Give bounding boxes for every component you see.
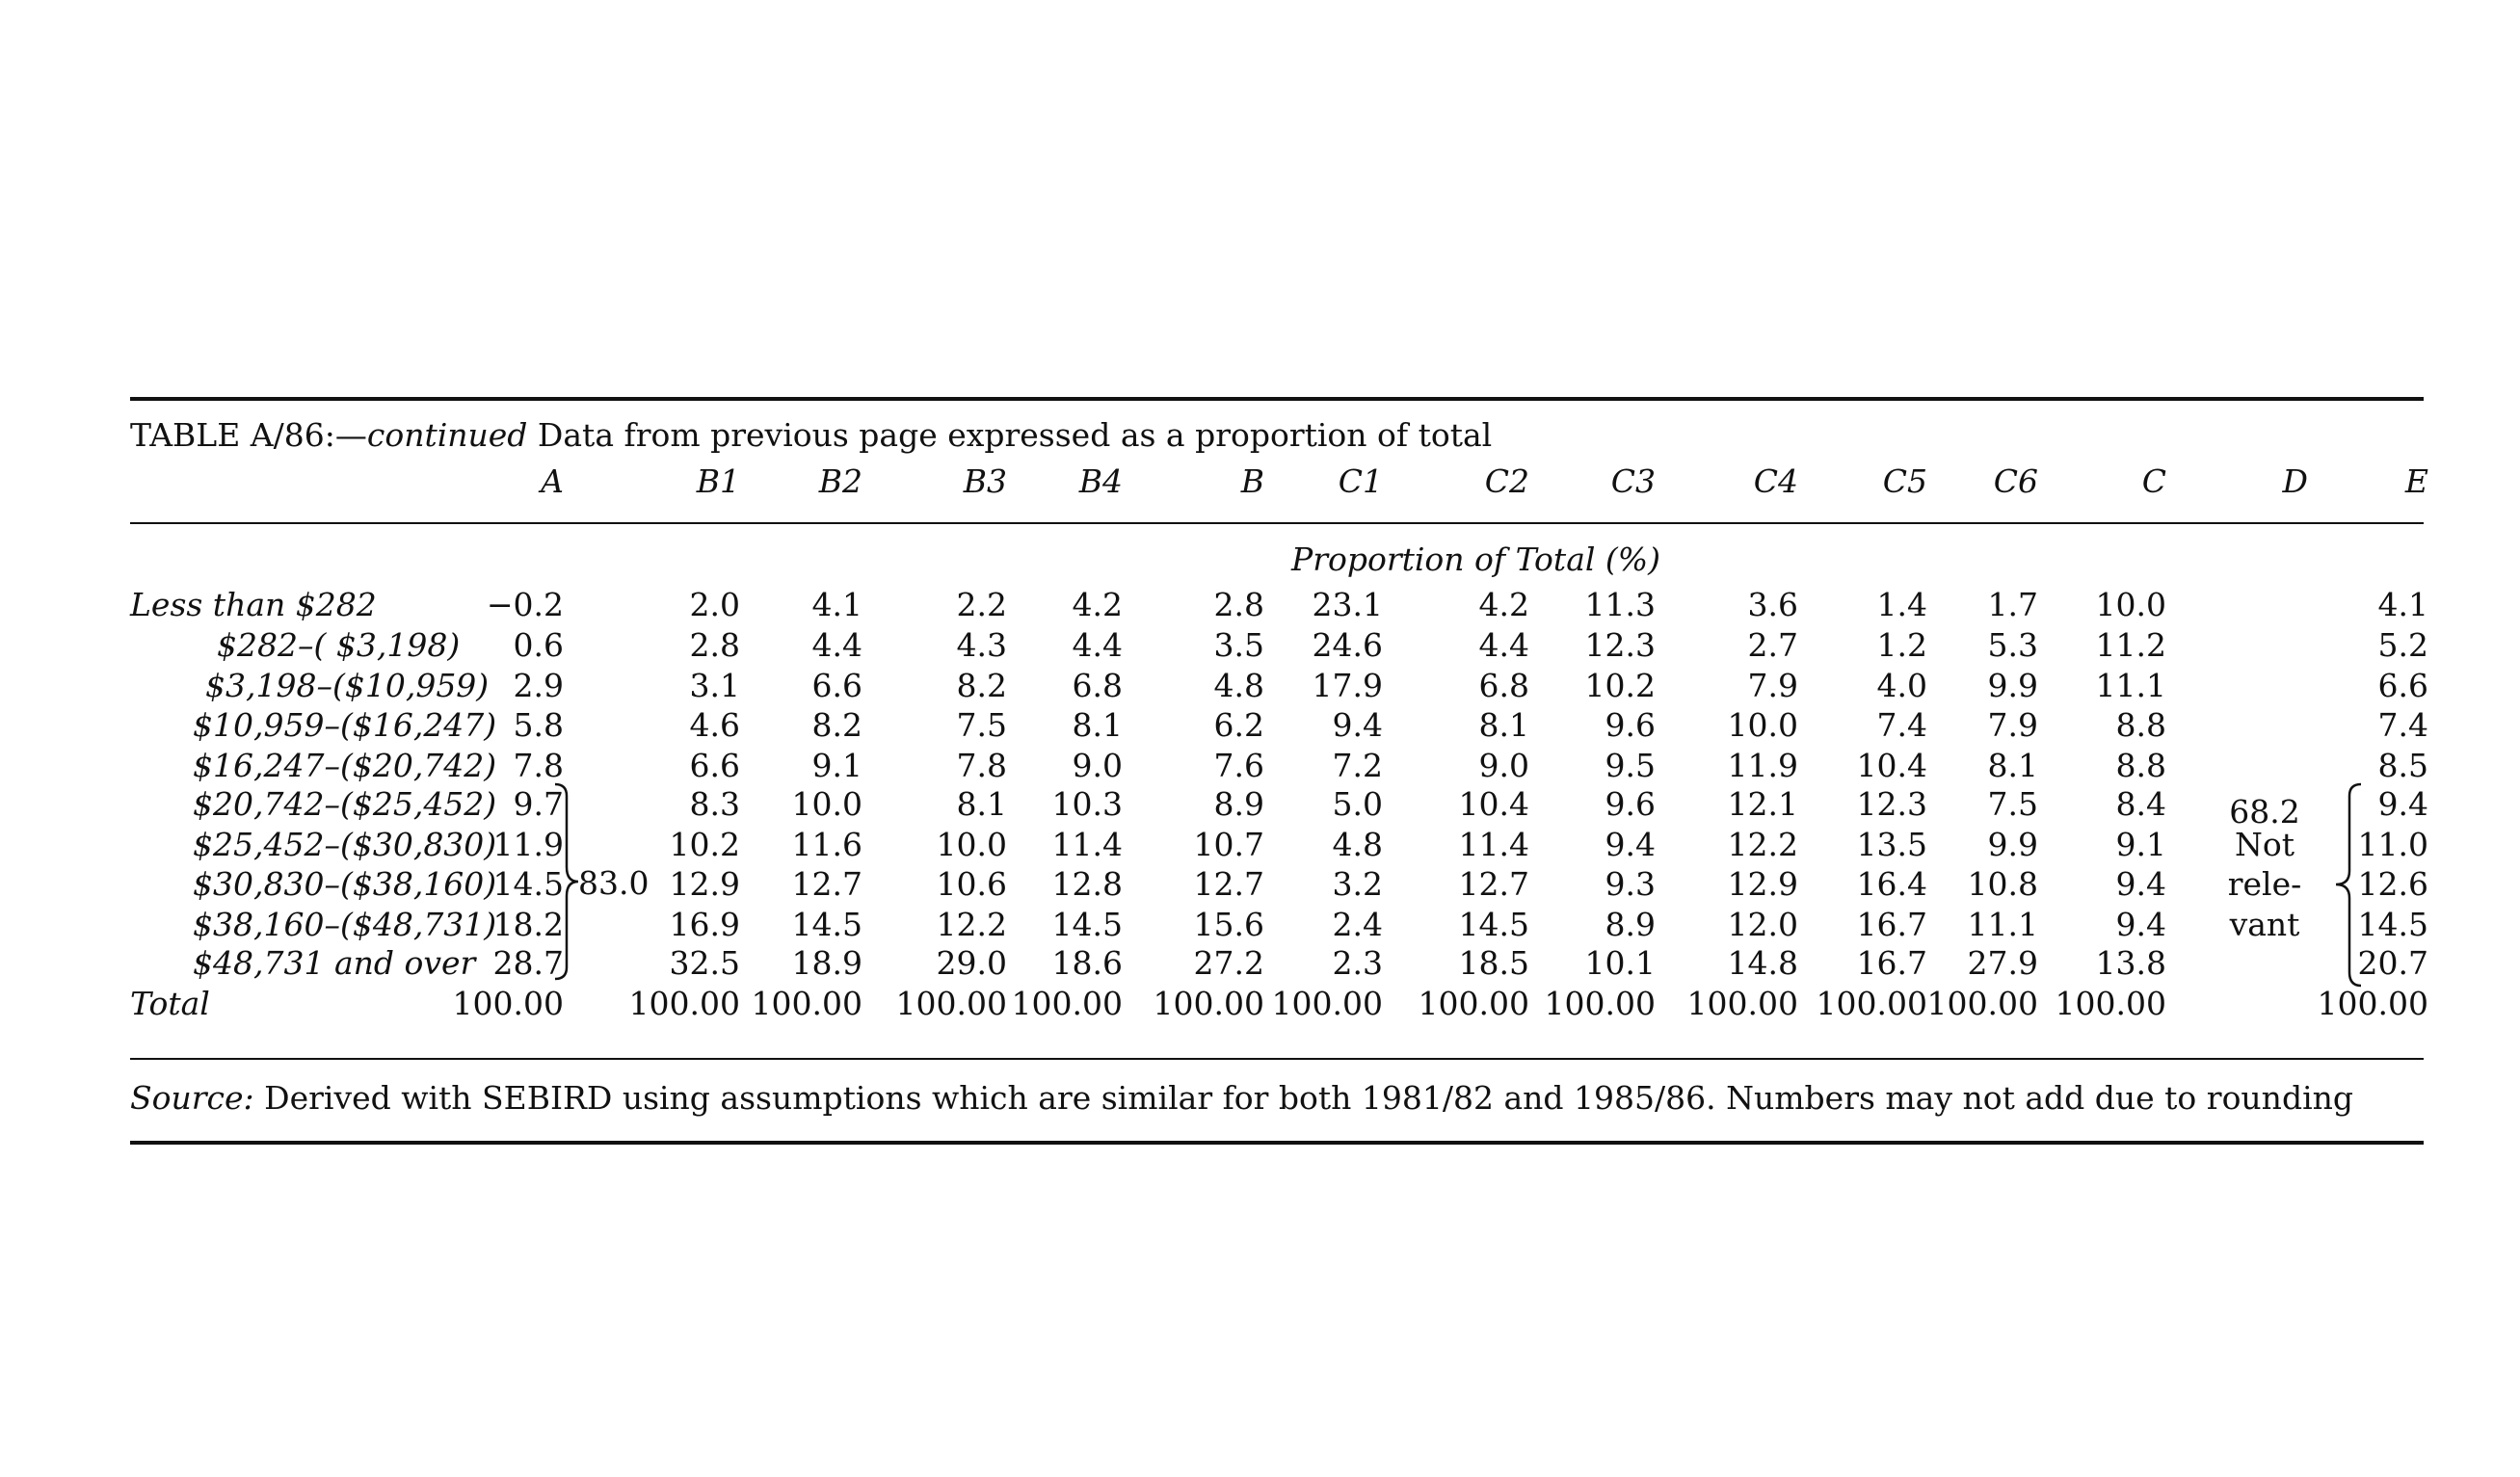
column-header: C3 — [1610, 462, 1656, 500]
table-cell: 7.4 — [1876, 706, 1927, 744]
table-cell: 7.9 — [1747, 667, 1798, 704]
table-cell: 100.00 — [628, 985, 740, 1022]
table-cell: 1.4 — [1876, 586, 1927, 623]
table-cell: 14.5 — [492, 865, 564, 903]
table-cell: 11.4 — [1458, 826, 1529, 863]
table-cell: 100.00 — [1544, 985, 1656, 1022]
table-cell: 16.9 — [669, 906, 740, 943]
table-cell: 12.8 — [1051, 865, 1123, 903]
table-cell: 9.6 — [1605, 785, 1656, 823]
column-header: C5 — [1882, 462, 1927, 500]
table-cell: 100.00 — [2317, 985, 2428, 1022]
table-cell: 7.5 — [956, 706, 1007, 744]
table-cell: 100.00 — [2055, 985, 2166, 1022]
table-cell: 6.6 — [811, 667, 862, 704]
d-note-line: Not — [2234, 826, 2295, 863]
table-cell: 18.5 — [1458, 944, 1529, 982]
table-cell: 100.00 — [1816, 985, 1927, 1022]
table-cell: 4.1 — [811, 586, 862, 623]
table-cell: 11.1 — [2095, 667, 2166, 704]
table-cell: 11.6 — [791, 826, 862, 863]
table-cell: 8.1 — [956, 785, 1007, 823]
table-cell: 4.0 — [1876, 667, 1927, 704]
table-cell: 13.8 — [2095, 944, 2166, 982]
footer-rule — [130, 1058, 2424, 1060]
table-cell: 4.8 — [1332, 826, 1383, 863]
table-cell: 4.4 — [811, 626, 862, 664]
table-cell: 14.5 — [2357, 906, 2428, 943]
d-note-line: rele- — [2227, 865, 2302, 903]
table-cell: 8.3 — [689, 785, 740, 823]
row-label: $3,198–($10,959) — [205, 667, 490, 704]
row-label: $30,830–($38,160) — [193, 865, 497, 903]
a-bracket-total: 83.0 — [578, 864, 650, 902]
table-cell: 8.1 — [1478, 706, 1529, 744]
table-cell: 100.00 — [1011, 985, 1123, 1022]
table-cell: 0.6 — [513, 626, 564, 664]
source-label: Source: — [130, 1079, 254, 1117]
table-cell: 100.00 — [1926, 985, 2038, 1022]
table-cell: 100.00 — [1418, 985, 1529, 1022]
table-cell: 12.9 — [669, 865, 740, 903]
header-rule — [130, 522, 2424, 524]
table-cell: 9.6 — [1605, 706, 1656, 744]
proportion-caption: Proportion of Total (%) — [1291, 541, 1661, 578]
table-cell: 100.00 — [1153, 985, 1264, 1022]
table-cell: 4.2 — [1478, 586, 1529, 623]
table-cell: 29.0 — [936, 944, 1007, 982]
table-cell: 8.1 — [1072, 706, 1123, 744]
table-cell: 10.3 — [1051, 785, 1123, 823]
table-cell: 9.3 — [1605, 865, 1656, 903]
table-cell: 100.00 — [895, 985, 1007, 1022]
table-cell: 2.2 — [956, 586, 1007, 623]
table-cell: 9.4 — [2115, 865, 2166, 903]
d-value: 68.2 — [2229, 793, 2300, 831]
table-cell: 4.2 — [1072, 586, 1123, 623]
table-cell: 1.7 — [1987, 586, 2038, 623]
table-cell: 8.8 — [2115, 747, 2166, 784]
e-bracket — [2334, 782, 2367, 989]
table-cell: 5.3 — [1987, 626, 2038, 664]
table-cell: 9.1 — [811, 747, 862, 784]
table-cell: 12.2 — [1727, 826, 1798, 863]
table-cell: 9.7 — [513, 785, 564, 823]
table-cell: 2.9 — [513, 667, 564, 704]
table-cell: 14.8 — [1727, 944, 1798, 982]
column-header: B — [1240, 462, 1264, 500]
table-cell: 10.4 — [1458, 785, 1529, 823]
table-cell: 10.7 — [1193, 826, 1264, 863]
table-cell: 8.9 — [1213, 785, 1264, 823]
table-cell: 17.9 — [1312, 667, 1383, 704]
column-header: C6 — [1993, 462, 2038, 500]
table-cell: 13.5 — [1856, 826, 1927, 863]
table-cell: 2.8 — [1213, 586, 1264, 623]
table-cell: 3.1 — [689, 667, 740, 704]
table-cell: 4.6 — [689, 706, 740, 744]
table-cell: 20.7 — [2357, 944, 2428, 982]
table-cell: 4.8 — [1213, 667, 1264, 704]
table-cell: 100.00 — [452, 985, 564, 1022]
row-label: $38,160–($48,731) — [193, 906, 497, 943]
table-cell: 4.1 — [2377, 586, 2428, 623]
column-header: A — [541, 462, 564, 500]
table-cell: 27.2 — [1193, 944, 1264, 982]
table-cell: 3.6 — [1747, 586, 1798, 623]
column-header: B2 — [818, 462, 862, 500]
table-cell: 7.6 — [1213, 747, 1264, 784]
a-bracket — [553, 782, 582, 985]
table-cell: 8.5 — [2377, 747, 2428, 784]
table-cell: 9.4 — [2377, 785, 2428, 823]
table-cell: 16.7 — [1856, 906, 1927, 943]
table-cell: 27.9 — [1967, 944, 2038, 982]
column-header: B4 — [1078, 462, 1123, 500]
table-cell: 11.9 — [492, 826, 564, 863]
table-cell: 16.4 — [1856, 865, 1927, 903]
table-cell: 9.9 — [1987, 826, 2038, 863]
title-prefix: TABLE A/86:— — [130, 416, 367, 454]
row-label: $282–( $3,198) — [217, 626, 461, 664]
table-cell: 3.2 — [1332, 865, 1383, 903]
table-cell: 12.2 — [936, 906, 1007, 943]
table-cell: 7.8 — [513, 747, 564, 784]
table-cell: 8.1 — [1987, 747, 2038, 784]
table-cell: 18.9 — [791, 944, 862, 982]
column-header: B3 — [963, 462, 1007, 500]
table-cell: 9.0 — [1072, 747, 1123, 784]
table-cell: 5.2 — [2377, 626, 2428, 664]
column-header: C4 — [1753, 462, 1798, 500]
column-header: B1 — [696, 462, 740, 500]
table-cell: 7.8 — [956, 747, 1007, 784]
column-header: D — [2282, 462, 2308, 500]
table-cell: 23.1 — [1312, 586, 1383, 623]
table-cell: 11.9 — [1727, 747, 1798, 784]
table-cell: 2.0 — [689, 586, 740, 623]
table-cell: 18.2 — [492, 906, 564, 943]
table-cell: 11.3 — [1584, 586, 1656, 623]
table-cell: 100.00 — [751, 985, 862, 1022]
table-cell: 10.6 — [936, 865, 1007, 903]
table-cell: 7.2 — [1332, 747, 1383, 784]
row-label: $48,731 and over — [193, 944, 476, 982]
table-cell: 24.6 — [1312, 626, 1383, 664]
table-cell: 16.7 — [1856, 944, 1927, 982]
table-cell: 100.00 — [1686, 985, 1798, 1022]
table-cell: 10.1 — [1584, 944, 1656, 982]
table-cell: 11.0 — [2357, 826, 2428, 863]
table-cell: 8.4 — [2115, 785, 2166, 823]
row-label: Less than $282 — [130, 586, 377, 623]
title-continued: continued — [366, 416, 528, 454]
table-cell: −0.2 — [486, 586, 564, 623]
table-cell: 8.8 — [2115, 706, 2166, 744]
table-cell: 12.7 — [1193, 865, 1264, 903]
row-label: $10,959–($16,247) — [193, 706, 497, 744]
table-cell: 5.0 — [1332, 785, 1383, 823]
table-cell: 12.7 — [1458, 865, 1529, 903]
d-note-line: vant — [2229, 906, 2300, 943]
table-cell: 5.8 — [513, 706, 564, 744]
table-cell: 12.3 — [1856, 785, 1927, 823]
column-header: C2 — [1484, 462, 1529, 500]
table-cell: 10.0 — [2095, 586, 2166, 623]
table-cell: 12.0 — [1727, 906, 1798, 943]
table-cell: 2.4 — [1332, 906, 1383, 943]
column-header: C1 — [1338, 462, 1383, 500]
table-cell: 8.2 — [811, 706, 862, 744]
table-cell: 12.7 — [791, 865, 862, 903]
table-cell: 10.0 — [1727, 706, 1798, 744]
table-cell: 9.4 — [2115, 906, 2166, 943]
table-cell: 8.9 — [1605, 906, 1656, 943]
table-cell: 9.9 — [1987, 667, 2038, 704]
table-cell: 9.0 — [1478, 747, 1529, 784]
table-cell: 10.0 — [791, 785, 862, 823]
table-cell: 15.6 — [1193, 906, 1264, 943]
table-cell: 10.8 — [1967, 865, 2038, 903]
table-cell: 9.4 — [1332, 706, 1383, 744]
table-cell: 6.2 — [1213, 706, 1264, 744]
table-cell: 8.2 — [956, 667, 1007, 704]
source-text: Derived with SEBIRD using assumptions which are similar for both 1981/82 and 1985/86. Numbers may not add due to rounding — [253, 1079, 2353, 1117]
table-cell: 11.2 — [2095, 626, 2166, 664]
table-cell: 11.4 — [1051, 826, 1123, 863]
table-cell: 9.5 — [1605, 747, 1656, 784]
column-header: C — [2141, 462, 2166, 500]
table-cell: 7.5 — [1987, 785, 2038, 823]
table-cell: 10.2 — [1584, 667, 1656, 704]
table-cell: 11.1 — [1967, 906, 2038, 943]
table-cell: 12.3 — [1584, 626, 1656, 664]
row-label: $25,452–($30,830) — [193, 826, 497, 863]
top-rule — [130, 397, 2424, 401]
table-cell: 14.5 — [1458, 906, 1529, 943]
table-cell: 14.5 — [1051, 906, 1123, 943]
row-label: Total — [130, 985, 210, 1022]
bottom-rule — [130, 1141, 2424, 1145]
table-cell: 10.4 — [1856, 747, 1927, 784]
table-cell: 6.6 — [689, 747, 740, 784]
title-rest: Data from previous page expressed as a proportion of total — [527, 416, 1493, 454]
table-cell: 2.7 — [1747, 626, 1798, 664]
table-cell: 4.3 — [956, 626, 1007, 664]
table-cell: 28.7 — [492, 944, 564, 982]
table-cell: 32.5 — [669, 944, 740, 982]
table-cell: 1.2 — [1876, 626, 1927, 664]
table-cell: 6.8 — [1478, 667, 1529, 704]
table-cell: 3.5 — [1213, 626, 1264, 664]
table-cell: 9.1 — [2115, 826, 2166, 863]
table-cell: 9.4 — [1605, 826, 1656, 863]
table-cell: 10.2 — [669, 826, 740, 863]
table-cell: 2.8 — [689, 626, 740, 664]
table-cell: 4.4 — [1478, 626, 1529, 664]
table-cell: 6.8 — [1072, 667, 1123, 704]
table-title — [130, 416, 1492, 454]
table-cell: 14.5 — [791, 906, 862, 943]
column-header: E — [2404, 462, 2428, 500]
table-cell: 7.4 — [2377, 706, 2428, 744]
table-cell: 10.0 — [936, 826, 1007, 863]
table-cell: 4.4 — [1072, 626, 1123, 664]
table-cell: 2.3 — [1332, 944, 1383, 982]
source-note — [130, 1079, 2353, 1117]
table-cell: 12.1 — [1727, 785, 1798, 823]
row-label: $16,247–($20,742) — [193, 747, 497, 784]
table-cell: 7.9 — [1987, 706, 2038, 744]
table-cell: 12.9 — [1727, 865, 1798, 903]
table-cell: 100.00 — [1271, 985, 1383, 1022]
table-cell: 18.6 — [1051, 944, 1123, 982]
table-cell: 6.6 — [2377, 667, 2428, 704]
row-label: $20,742–($25,452) — [193, 785, 497, 823]
table-cell: 12.6 — [2357, 865, 2428, 903]
